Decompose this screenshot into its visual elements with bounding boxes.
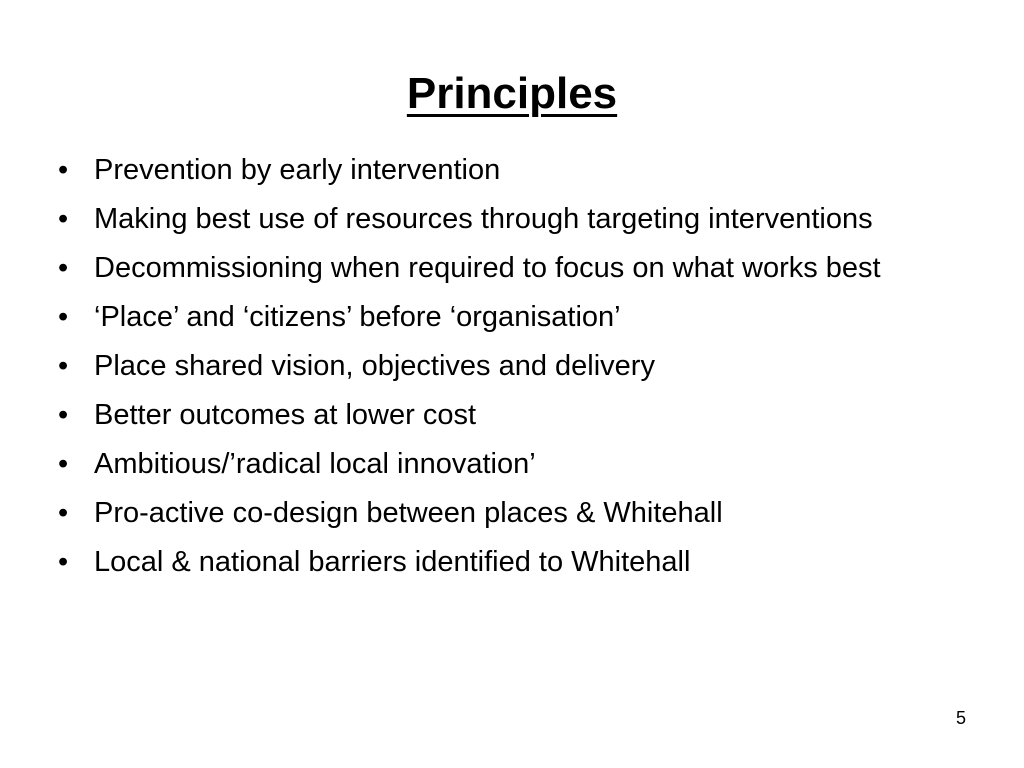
bullet-text: Decommissioning when required to focus on what works best	[94, 252, 881, 284]
bullet-icon: •	[58, 350, 69, 382]
bullet-text: Prevention by early intervention	[94, 154, 501, 186]
bullet-icon: •	[58, 448, 69, 480]
page-number: 5	[955, 708, 966, 728]
bullet-icon: •	[58, 399, 69, 431]
bullet-item	[58, 297, 958, 337]
bullet-text: Ambitious/’radical local innovation’	[94, 448, 536, 480]
bullet-text: Making best use of resources through targeting interventions	[94, 203, 873, 235]
bullet-text: Better outcomes at lower cost	[94, 399, 476, 431]
bullet-text: Local & national barriers identified to Whitehall	[94, 546, 691, 578]
bullet-text: Place shared vision, objectives and delivery	[94, 350, 655, 382]
bullet-item	[58, 199, 958, 239]
bullet-item	[58, 542, 958, 582]
bullet-icon: •	[58, 546, 69, 578]
bullet-icon: •	[58, 154, 69, 186]
bullet-item	[58, 444, 958, 484]
bullet-text: ‘Place’ and ‘citizens’ before ‘organisation’	[94, 301, 621, 333]
bullet-text: Pro-active co-design between places & Whitehall	[94, 497, 723, 529]
bullet-item	[58, 346, 958, 386]
bullet-list	[58, 150, 958, 591]
bullet-icon: •	[58, 497, 69, 529]
bullet-icon: •	[58, 203, 69, 235]
bullet-item	[58, 150, 958, 190]
bullet-icon: •	[58, 301, 69, 333]
bullet-item	[58, 493, 958, 533]
bullet-item	[58, 248, 958, 288]
slide-title: Principles	[406, 69, 618, 118]
bullet-item	[58, 395, 958, 435]
bullet-icon: •	[58, 252, 69, 284]
